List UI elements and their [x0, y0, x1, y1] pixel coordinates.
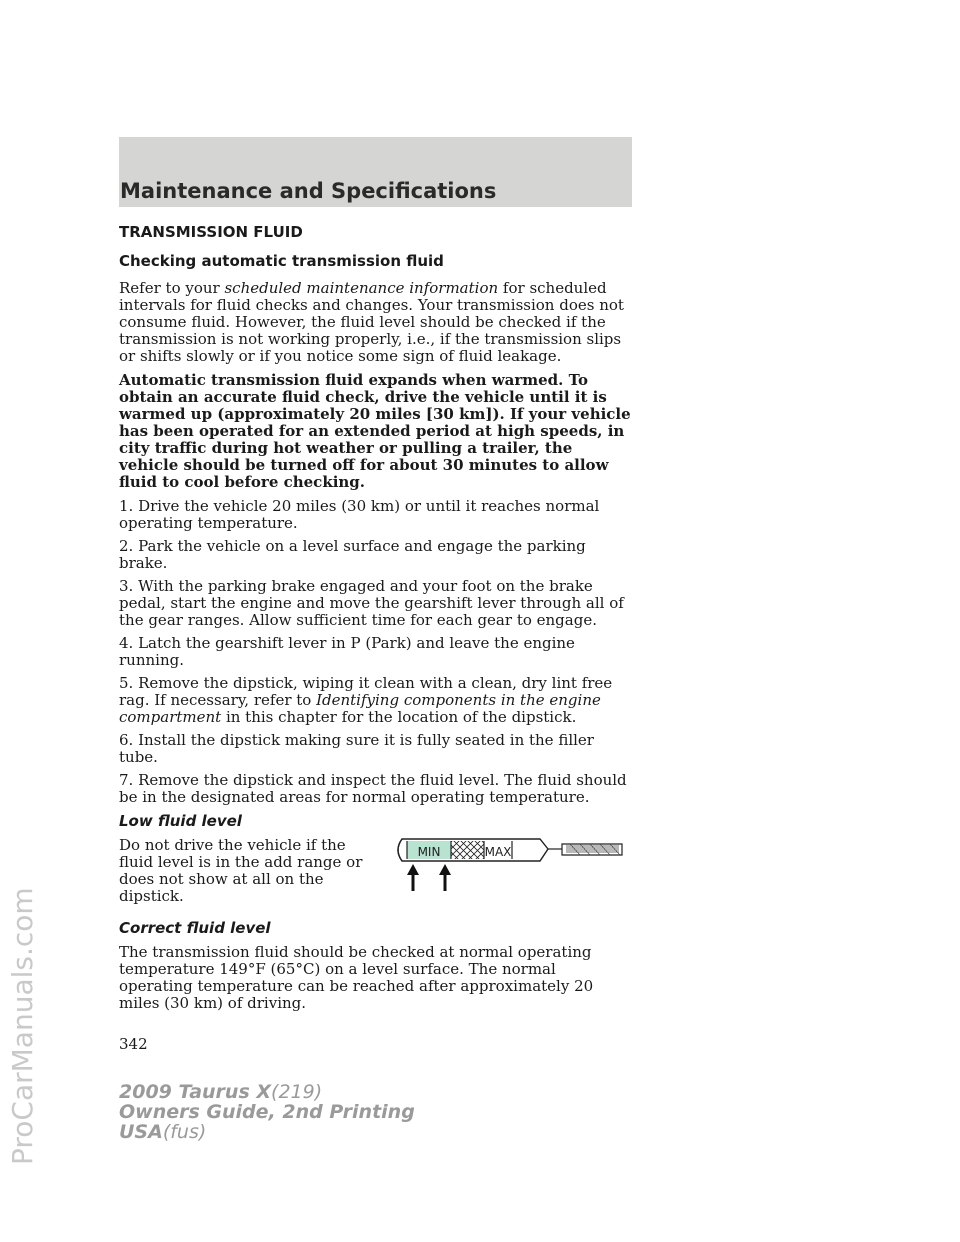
step-4: 4. Latch the gearshift lever in P (Park) and leave the engine running.	[119, 634, 575, 669]
step-7: 7. Remove the dipstick and inspect the fluid level. The fluid should be in the designated areas for normal operating temperature.	[119, 771, 627, 806]
step-2: 2. Park the vehicle on a level surface and engage the parking brake.	[119, 537, 586, 572]
engine-compartment-reference: Identifying components in the engine compartment	[119, 691, 601, 726]
dipstick-tip	[548, 844, 622, 855]
low-fluid-text: Do not drive the vehicle if the fluid level is in the add range or does not show at all on the dipstick.	[119, 836, 363, 905]
dipstick-diagram	[390, 833, 630, 895]
low-fluid-section	[119, 837, 634, 905]
correct-fluid-text: The transmission fluid should be checked at normal operating temperature 149°F (65°C) on a level surface. The normal operating temperature can be reached after approximately 20 miles (30 km) of driving.	[119, 943, 594, 1012]
min-label: MIN	[417, 845, 441, 859]
arrow-up-icon	[407, 864, 419, 891]
watermark-text: ProCarManuals.com	[6, 887, 39, 1165]
max-label: MAX	[484, 845, 512, 859]
step-3: 3. With the parking brake engaged and your foot on the brake pedal, start the engine and move the gearshift lever through all of the gear ranges. Allow sufficient time for each gear to engage.	[119, 577, 624, 629]
page-number: 342	[119, 1035, 148, 1053]
heading-transmission-fluid: TRANSMISSION FLUID	[119, 223, 303, 241]
step-5: 5. Remove the dipstick, wiping it clean with a clean, dry lint free rag. If necessary, refer to Identifying components in the engine compartment in this chapter for the location of the dipstick.	[119, 674, 613, 726]
heading-correct-fluid-level: Correct fluid level	[119, 919, 271, 937]
heading-checking-fluid: Checking automatic transmission fluid	[119, 252, 444, 270]
step-1: 1. Drive the vehicle 20 miles (30 km) or until it reaches normal operating temperature.	[119, 497, 600, 532]
footer: 2009 Taurus X(219) Owners Guide, 2nd Printing USA(fus)	[119, 1081, 415, 1143]
arrow-up-icon	[439, 864, 451, 891]
section-title: Maintenance and Specifications	[120, 179, 497, 203]
heading-low-fluid-level: Low fluid level	[119, 812, 242, 830]
maintenance-reference: scheduled maintenance information	[224, 279, 499, 297]
intro-paragraph: Refer to your scheduled maintenance information for scheduled intervals for fluid checks and changes. Your transmission does not consume fluid. However, the fluid level should be checked if the transmission is not working properly, i.e., if the transmission slips or shifts slowly or if you notice some sign of fluid leakage.	[119, 279, 624, 365]
step-6: 6. Install the dipstick making sure it is fully seated in the filler tube.	[119, 731, 594, 766]
warning-paragraph: Automatic transmission fluid expands when warmed. To obtain an accurate fluid check, drive the vehicle until it is warmed up (approximately 20 miles [30 km]). If your vehicle has been operated for an extended period at high speeds, in city traffic during hot weather or pulling a trailer, the vehicle should be turned off for about 30 minutes to allow fluid to cool before checking.	[119, 371, 631, 491]
page-content	[119, 221, 634, 1019]
crosshatch-zone	[451, 841, 484, 859]
